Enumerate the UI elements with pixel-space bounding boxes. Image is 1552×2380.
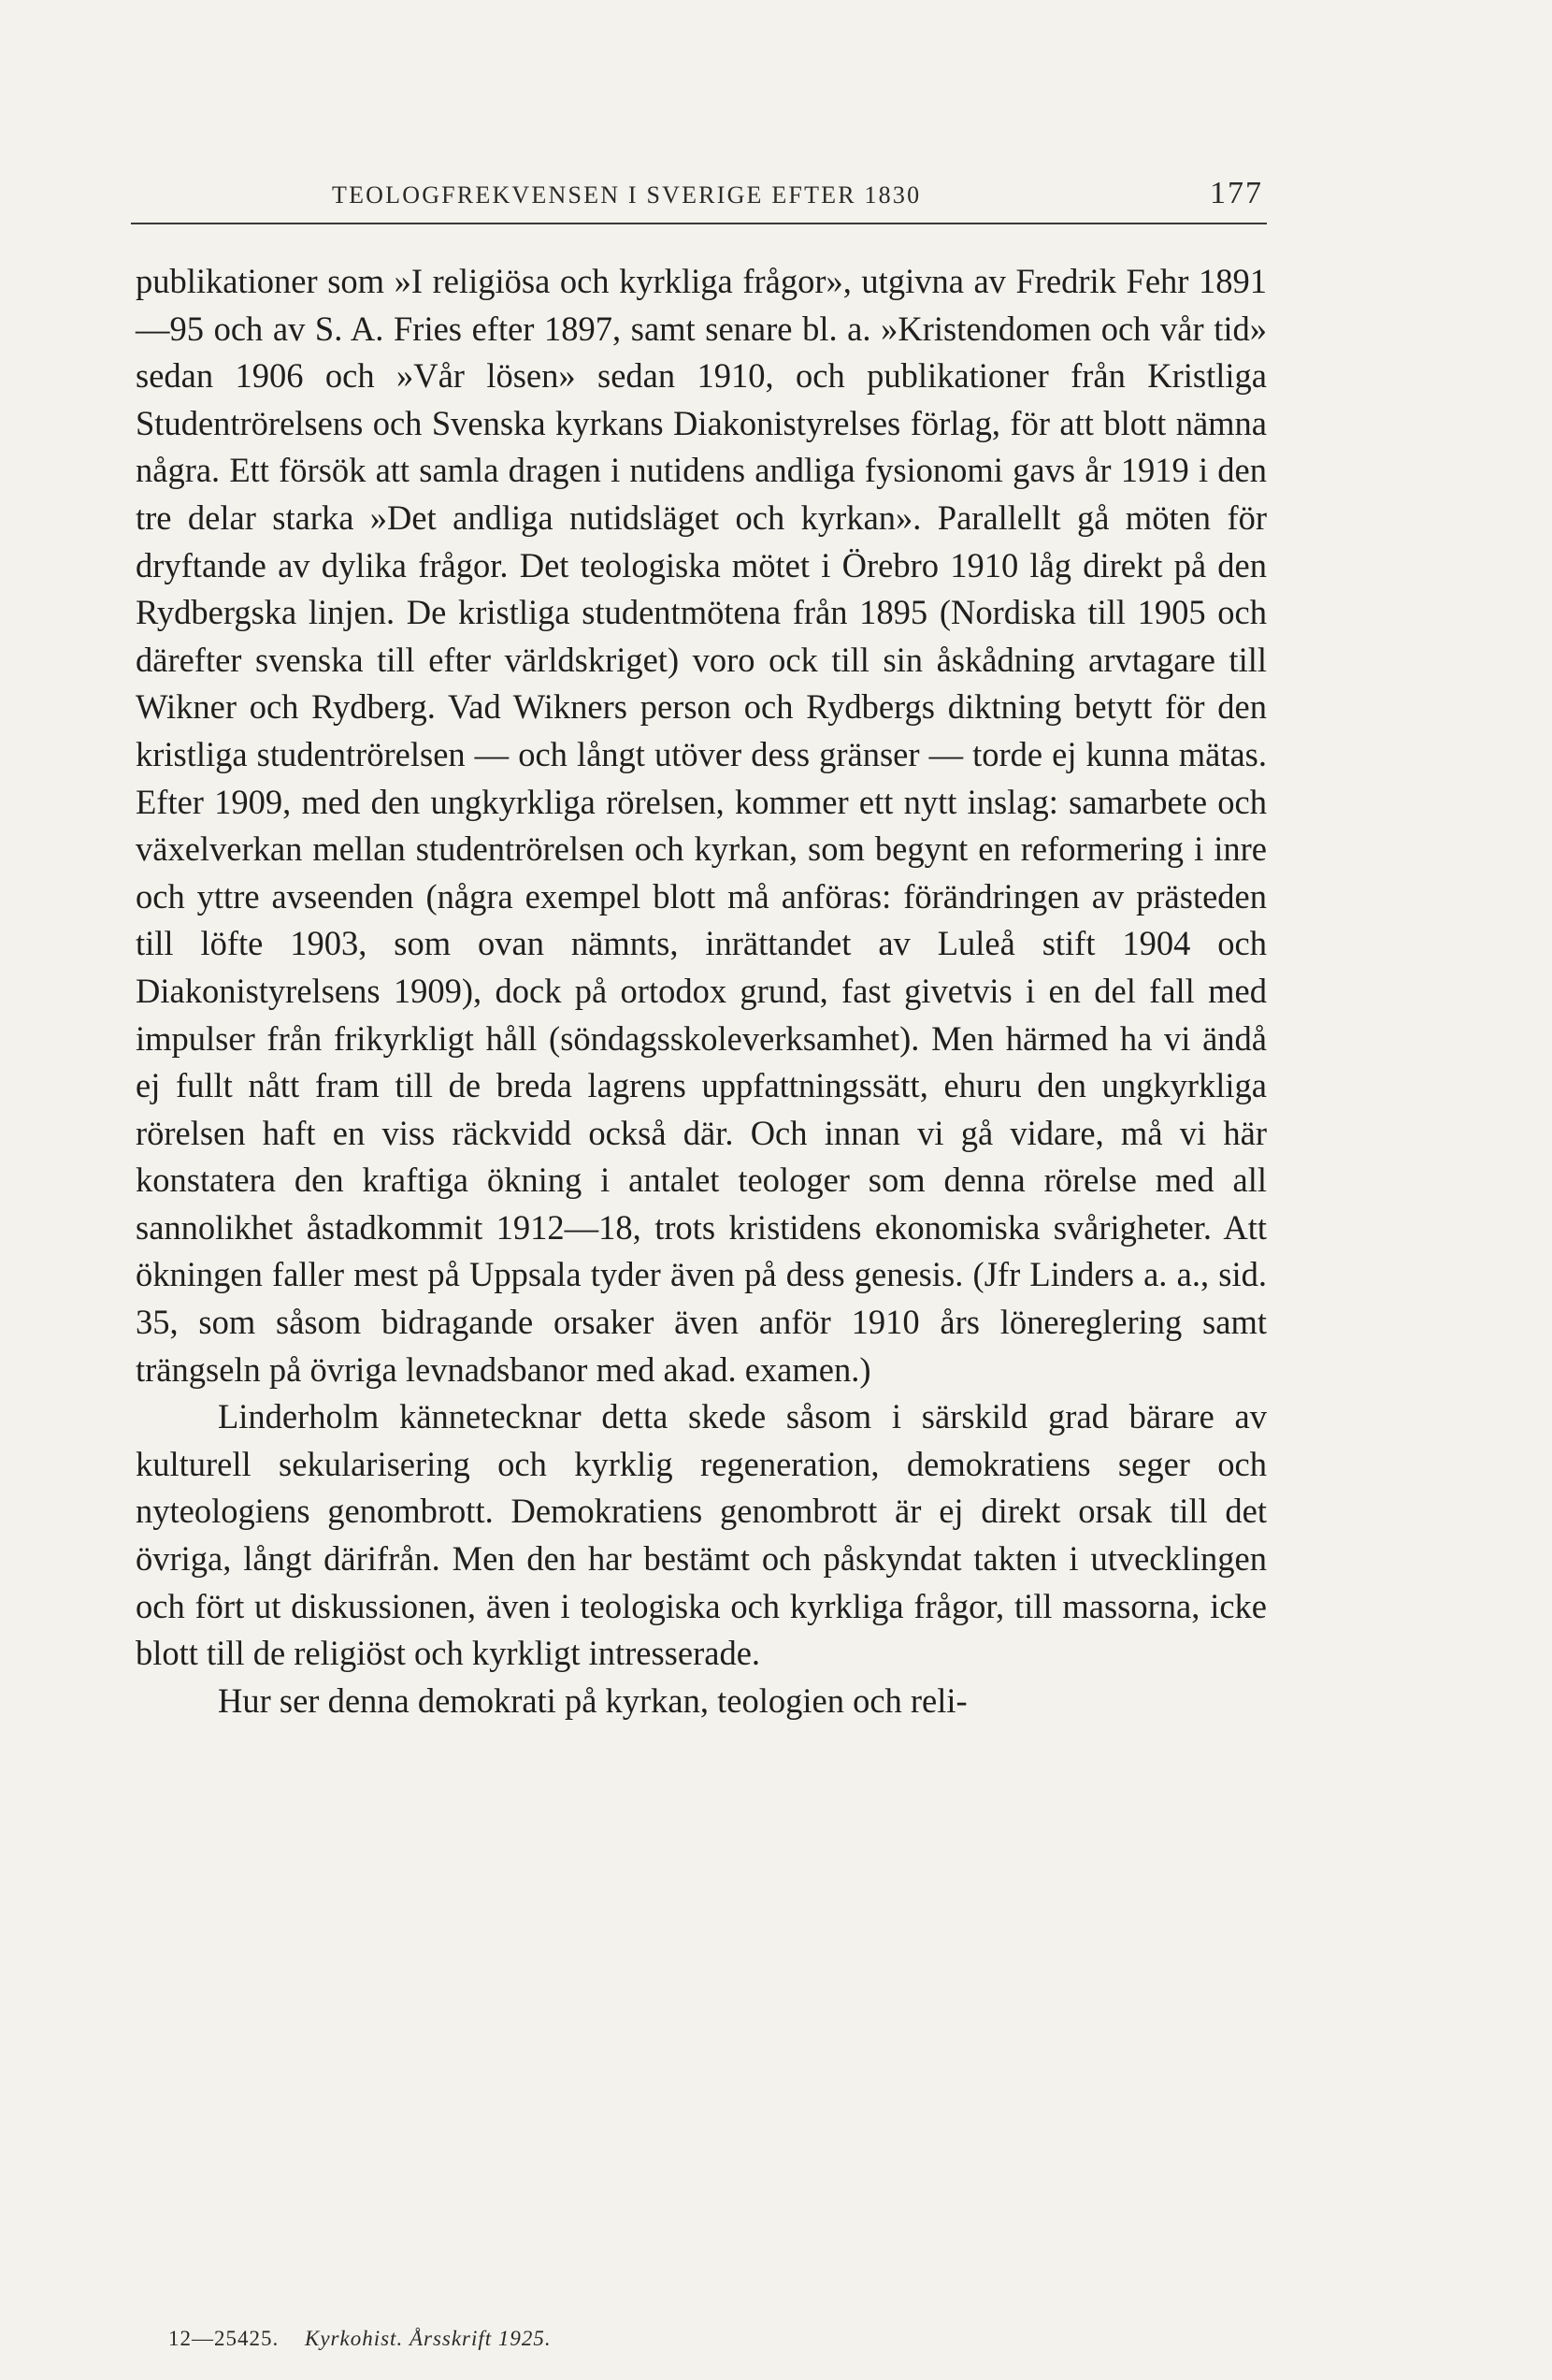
page-number: 177 xyxy=(1210,176,1263,210)
running-head: TEOLOGFREKVENSEN I SVERIGE EFTER 1830 xyxy=(332,181,922,209)
paragraph-2: Linderholm kännetecknar detta skede såsom i särskild grad bärare av kulturell sekularisering och kyrklig regeneration, demokratiens seger och nyteologiens genombrott. Demokratiens genombrott är ej direkt orsak till det övriga, långt därifrån. Men den har bestämt och påskyndat takten i utvecklingen och fört ut diskussionen, även i teologiska och kyrkliga frågor, till massorna, icke blott till de religiöst och kyrkligt intresserade. xyxy=(136,1397,1267,1673)
paragraph-3: Hur ser denna demokrati på kyrkan, teologien och reli- xyxy=(218,1680,968,1720)
printer-signature: 12—25425. xyxy=(168,2327,280,2350)
page-header xyxy=(131,176,1267,224)
page-footer xyxy=(168,2327,552,2351)
journal-reference: Kyrkohist. Årsskrift 1925. xyxy=(305,2327,552,2350)
body-text xyxy=(136,258,1267,1724)
paragraph-1: publikationer som »I religiösa och kyrkliga frågor», utgivna av Fredrik Fehr 1891—95 och av S. A. Fries efter 1897, samt senare bl. a. »Kristendomen och vår tid» sedan 1906 och »Vår lösen» sedan 1910, och publikationer från Kristliga Studentrörelsens och Svenska kyrkans Diakonistyrelses förlag, för att blott nämna några. Ett försök att samla dragen i nutidens andliga fysionomi gavs år 1919 i den tre delar starka »Det andliga nutidsläget och kyrkan». Parallellt gå möten för dryftande av dylika frågor. Det teologiska mötet i Örebro 1910 låg direkt på den Rydbergska linjen. De kristliga studentmötena från 1895 (Nordiska till 1905 och därefter svenska till efter världskriget) voro ock till sin åskådning arvtagare till Wikner och Rydberg. Vad Wikners person och Rydbergs diktning betytt för den kristliga studentrörelsen — och långt utöver dess gränser — torde ej kunna mätas. Efter 1909, med den ungkyrkliga rörelsen, kommer ett nytt inslag: samarbete och växelverkan mellan studentrörelsen och kyrkan, som begynt en reformering i inre och yttre avseenden (några exempel blott må anföras: förändringen av prästeden till löfte 1903, som ovan nämnts, inrättandet av Luleå stift 1904 och Diakonistyrelsens 1909), dock på ortodox grund, fast givetvis i en del fall med impulser från frikyrkligt håll (söndagsskoleverksamhet). Men härmed ha vi ändå ej fullt nått fram till de breda lagrens uppfattningssätt, ehuru den ungkyrkliga rörelsen haft en viss räckvidd också där. Och innan vi gå vidare, må vi här konstatera den kraftiga ökning i antalet teologer som denna rörelse med all sannolikhet åstadkommit 1912—18, trots kristidens ekonomiska svårigheter. Att ökningen faller mest på Uppsala tyder även på dess genesis. (Jfr Linders a. a., sid. 35, som såsom bidragande orsaker även anför 1910 års lönereglering samt trängseln på övriga levnadsbanor med akad. examen.) xyxy=(136,262,1267,1389)
